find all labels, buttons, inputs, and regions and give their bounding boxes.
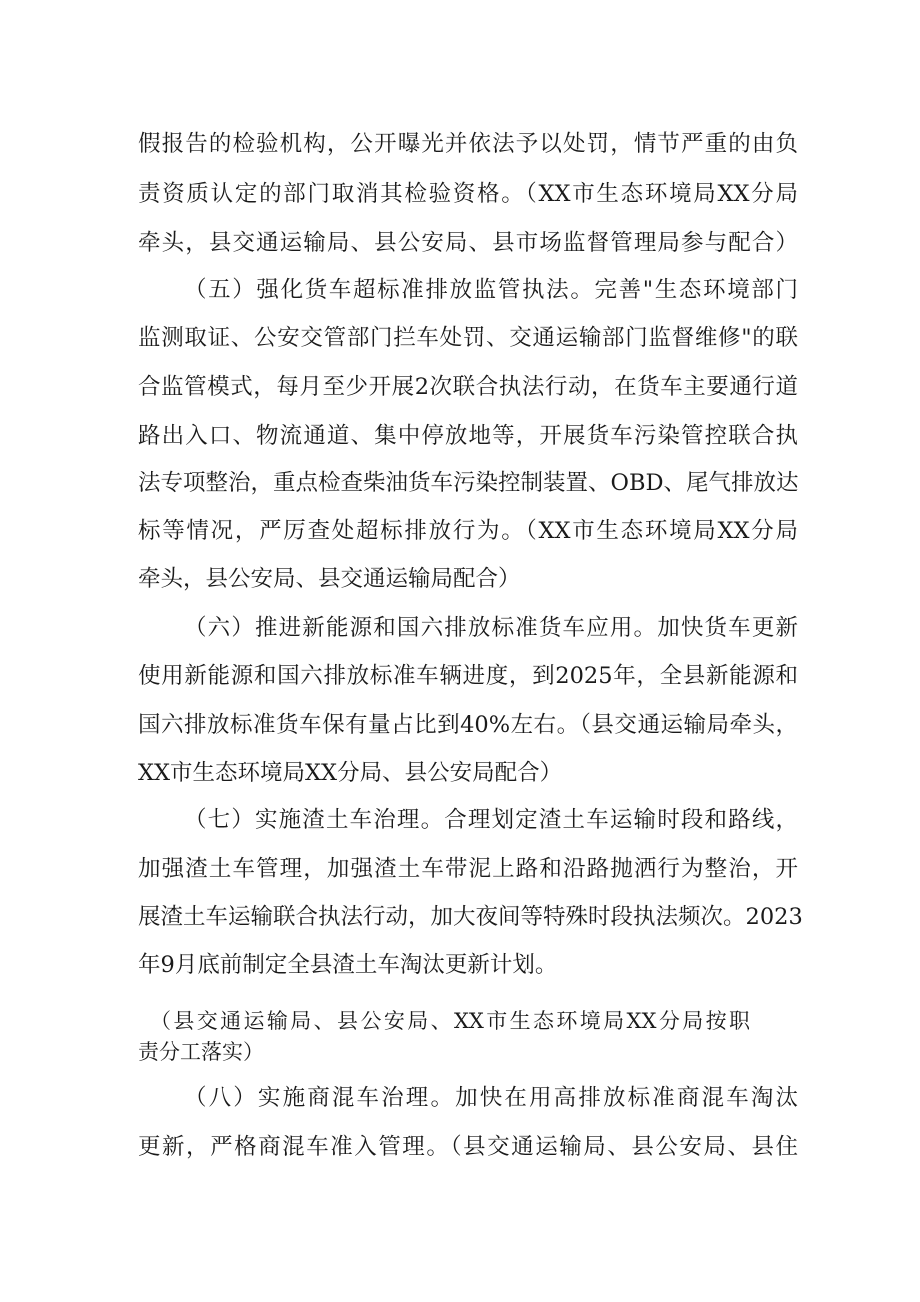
section-heading-5: （五）强化货车超标准排放监管执法。完善"生态环境部门 — [184, 277, 798, 303]
section-heading-6: （六）推进新能源和国六排放标准货车应用。加快货车更新 — [184, 615, 798, 641]
section-heading-7: （七）实施渣土车治理。合理划定渣土车运输时段和路线， — [184, 807, 798, 833]
text-line: 假报告的检验机构，公开曝光并依法予以处罚，情节严重的由负 — [138, 131, 798, 157]
text-line: 展渣土车运输联合执法行动，加大夜间等特殊时段执法频次。2023 — [138, 904, 803, 930]
text-line: 法专项整治，重点检查柴油货车污染控制装置、OBD、尾气排放达 — [138, 470, 799, 496]
text-line: 国六排放标准货车保有量占比到40%左右。（县交通运输局牵头， — [138, 712, 798, 738]
text-line: 责分工落实） — [138, 1040, 264, 1064]
text-line: XX市生态环境局XX分局、县公安局配合） — [138, 760, 563, 786]
text-line: 更新，严格商混车准入管理。（县交通运输局、县公安局、县住 — [138, 1134, 798, 1160]
text-line: 牵头，县公安局、县交通运输局配合） — [138, 566, 521, 592]
text-line: 年9月底前制定全县渣土车淘汰更新计划。 — [138, 952, 558, 978]
text-line: 标等情况，严厉查处超标排放行为。（XX市生态环境局XX分局 — [138, 518, 798, 544]
text-line: 合监管模式，每月至少开展2次联合执法行动，在货车主要通行道 — [138, 374, 798, 400]
text-line: 责资质认定的部门取消其检验资格。（XX市生态环境局XX分局 — [138, 181, 798, 207]
text-line: 牵头，县交通运输局、县公安局、县市场监督管理局参与配合） — [138, 230, 798, 256]
text-line: 加强渣土车管理，加强渣土车带泥上路和沿路抛洒行为整治，开 — [138, 856, 798, 882]
text-line: 使用新能源和国六排放标准车辆进度，到2025年，全县新能源和 — [138, 663, 798, 689]
text-line: 监测取证、公安交管部门拦车处罚、交通运输部门监督维修"的联 — [138, 325, 798, 351]
section-heading-8: （八）实施商混车治理。加快在用高排放标准商混车淘汰 — [184, 1085, 798, 1111]
text-line: 路出入口、物流通道、集中停放地等，开展货车污染管控联合执 — [138, 423, 798, 449]
text-line: （县交通运输局、县公安局、XX市生态环境局XX分局按职 — [150, 1009, 750, 1033]
